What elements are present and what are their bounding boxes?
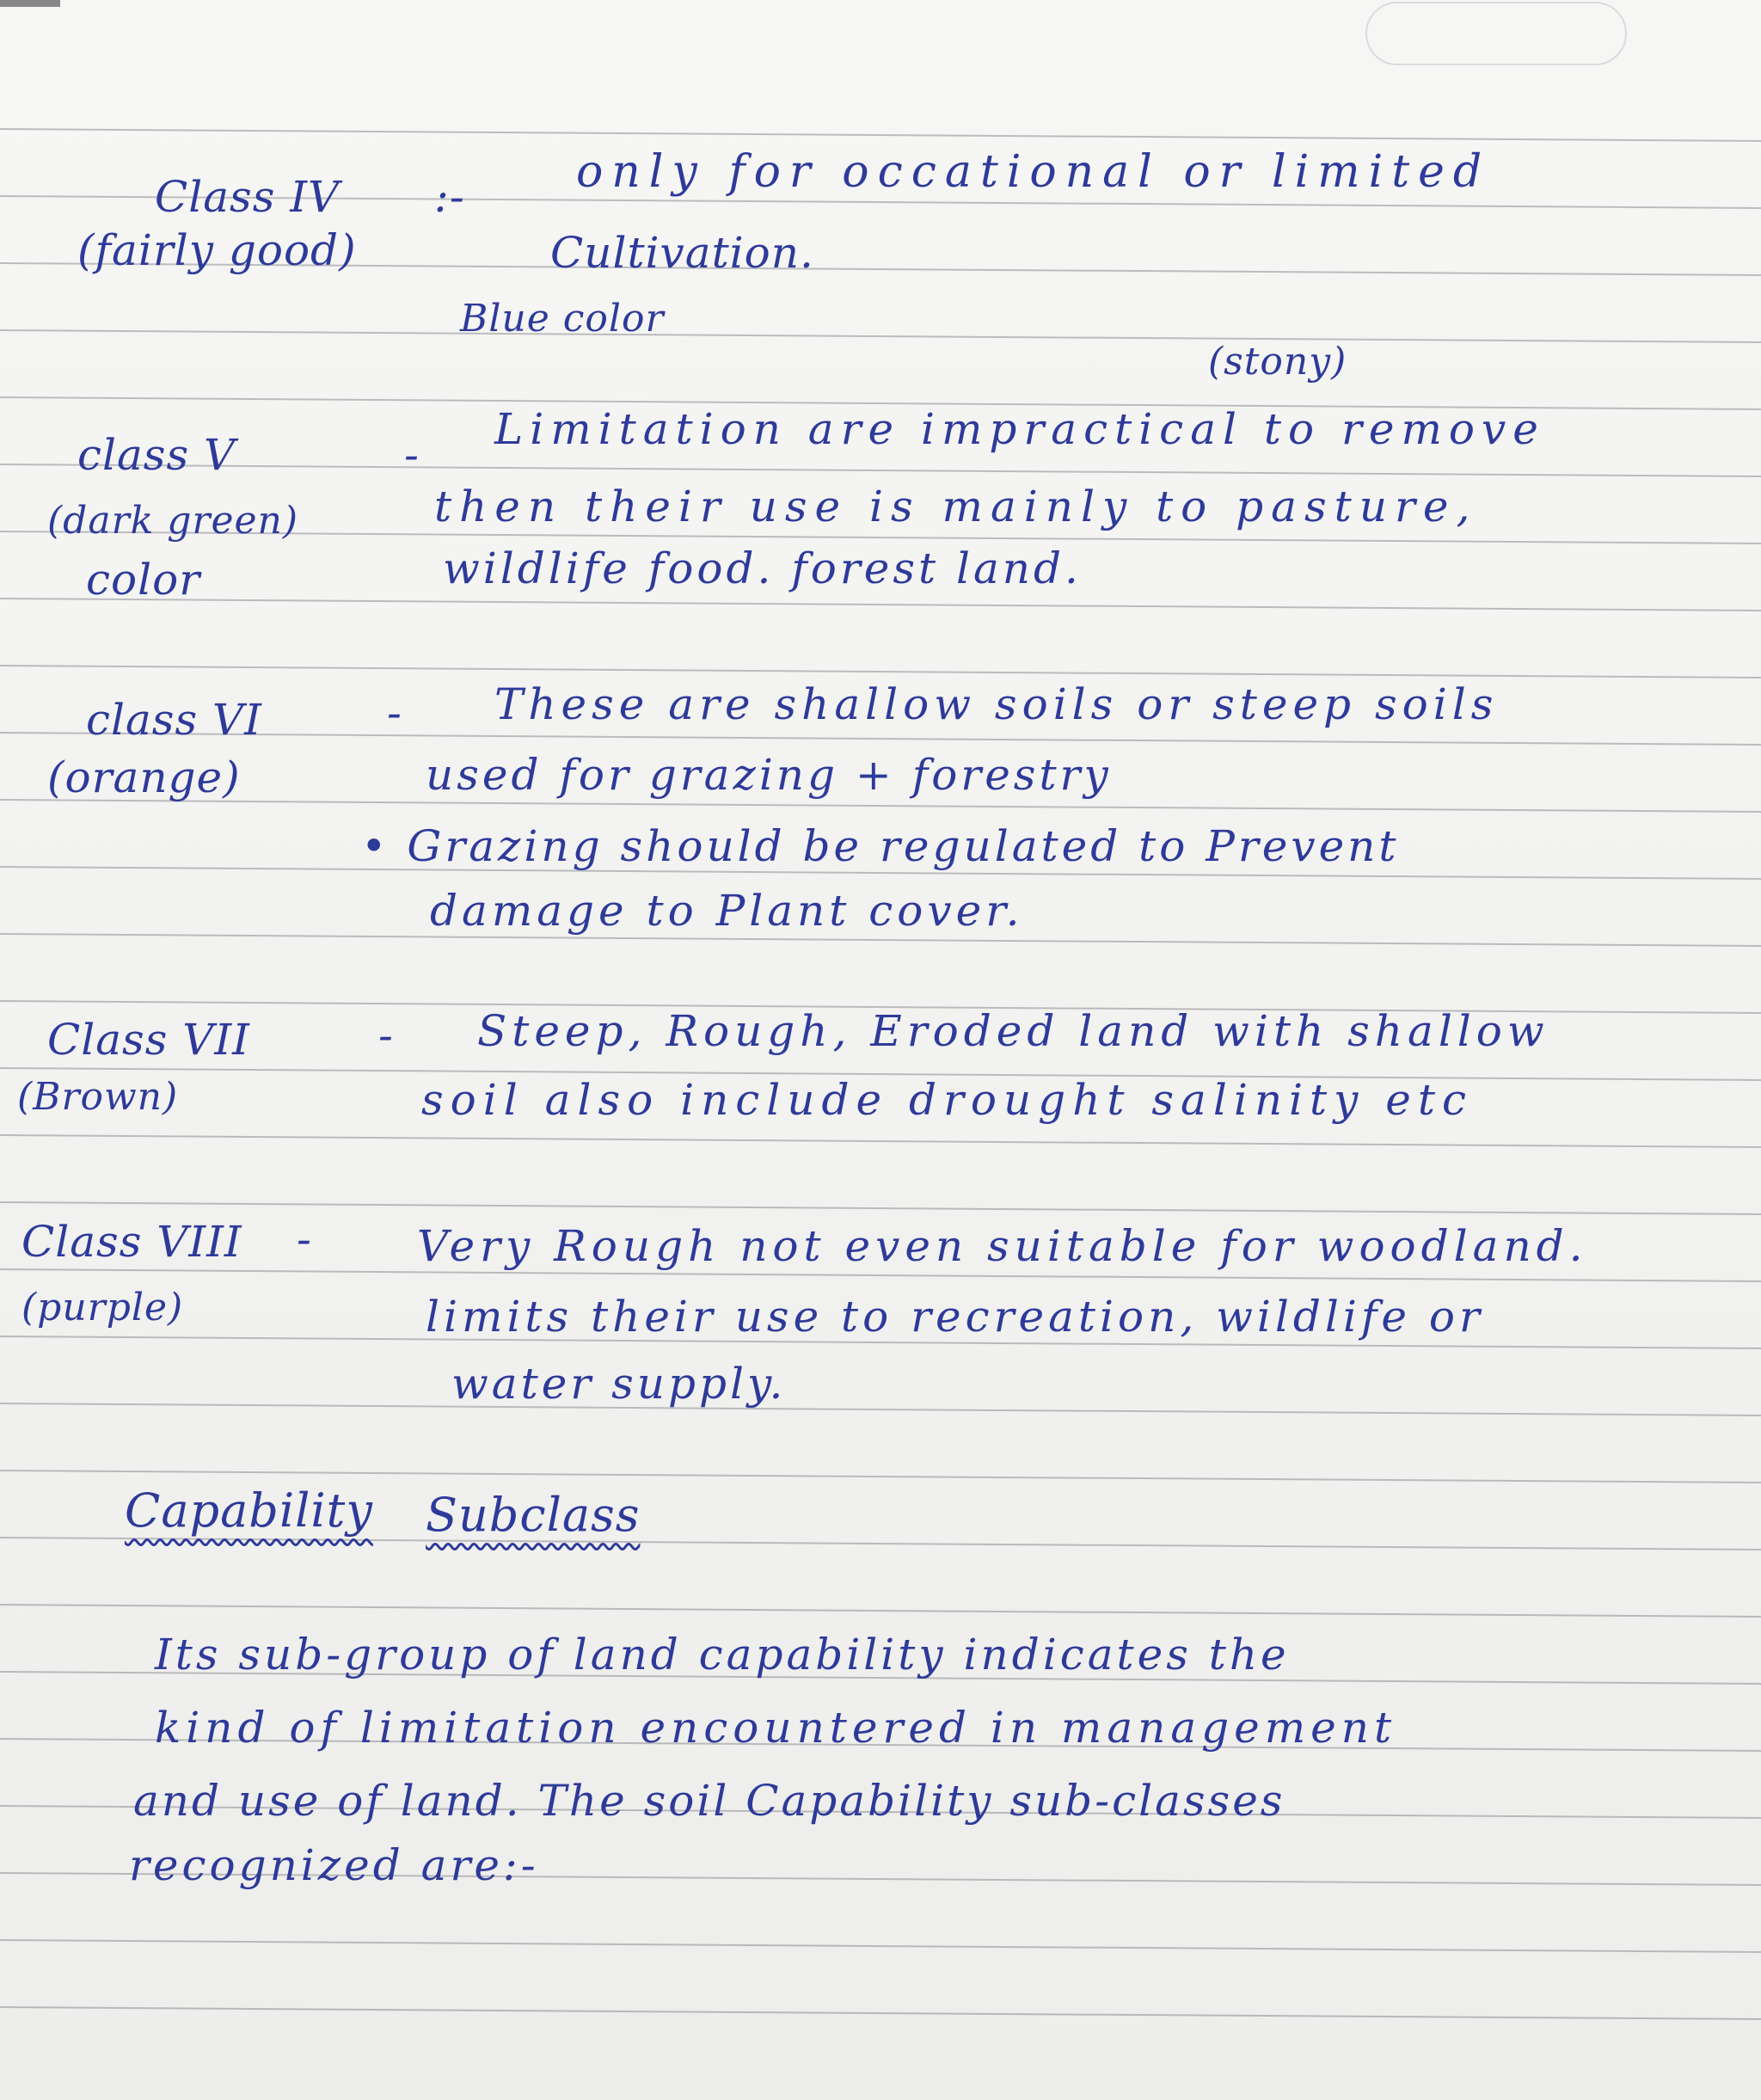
class7-separator: - — [378, 1010, 394, 1060]
class5-line3: wildlife food. forest land. — [443, 543, 1082, 593]
class5-separator: - — [404, 430, 420, 480]
class8-line2: limits their use to recreation, wildlife or — [426, 1292, 1484, 1342]
subclass-line3: and use of land. The soil Capability sub-classes — [133, 1776, 1285, 1826]
ruled-line — [0, 1605, 1761, 1617]
class5-label: class V — [77, 430, 236, 480]
class4-line2: Cultivation. — [550, 228, 814, 278]
ruled-line — [0, 733, 1761, 745]
class4-label: Class IV — [155, 172, 341, 222]
ruled-line — [0, 1202, 1761, 1214]
class8-line3: water supply. — [451, 1359, 787, 1409]
ruled-line — [0, 2007, 1761, 2019]
class6-separator: - — [387, 688, 402, 738]
class4-line1: only for occational or limited — [576, 146, 1491, 198]
ruled-line — [0, 1538, 1761, 1550]
ruled-line — [0, 464, 1761, 476]
ruled-line — [0, 934, 1761, 946]
class5-aside: (stony) — [1208, 340, 1347, 384]
ruled-line — [0, 330, 1761, 342]
class4-line3: Blue color — [460, 297, 665, 341]
class5-line2: then their use is mainly to pasture, — [434, 482, 1478, 531]
class6-line2: used for grazing + forestry — [426, 750, 1112, 800]
class4-separator: :- — [434, 172, 465, 222]
class8-note: (purple) — [21, 1286, 184, 1329]
subclass-line4: recognized are:- — [129, 1840, 539, 1890]
class5-note2: color — [86, 555, 201, 605]
ruled-line — [0, 800, 1761, 812]
subclass-line2: kind of limitation encountered in management — [155, 1703, 1397, 1753]
class7-label: Class VII — [47, 1015, 250, 1065]
class5-line1: Limitation are impractical to remove — [494, 404, 1545, 454]
class6-note: (orange) — [47, 752, 241, 802]
class8-line1: Very Rough not even suitable for woodland. — [417, 1221, 1588, 1271]
class6-label: class VI — [86, 695, 262, 745]
class5-note1: (dark green) — [47, 499, 299, 543]
class4-note: (fairly good) — [77, 225, 357, 275]
class6-line4: damage to Plant cover. — [430, 886, 1024, 936]
class8-label: Class VIII — [21, 1217, 242, 1267]
subclass-line1: Its sub-group of land capability indicates the — [155, 1630, 1290, 1679]
ruled-line — [0, 129, 1761, 141]
ruled-line — [0, 599, 1761, 611]
class8-separator: - — [297, 1214, 312, 1264]
subclass-heading-capability: Capability — [125, 1483, 373, 1538]
class7-note: (Brown) — [17, 1075, 179, 1119]
ruled-line — [0, 1135, 1761, 1147]
class6-line3: • Grazing should be regulated to Prevent — [361, 821, 1400, 871]
ruled-line — [0, 1940, 1761, 1952]
ruled-line — [0, 1269, 1761, 1281]
class7-line2: soil also include drought salinity etc — [421, 1075, 1473, 1125]
class7-line1: Steep, Rough, Eroded land with shallow — [477, 1006, 1549, 1056]
ruled-line — [0, 666, 1761, 678]
ruled-line — [0, 1403, 1761, 1415]
subclass-heading-subclass: Subclass — [426, 1488, 641, 1542]
class6-line1: These are shallow soils or steep soils — [494, 679, 1499, 729]
ruled-line — [0, 1471, 1761, 1483]
